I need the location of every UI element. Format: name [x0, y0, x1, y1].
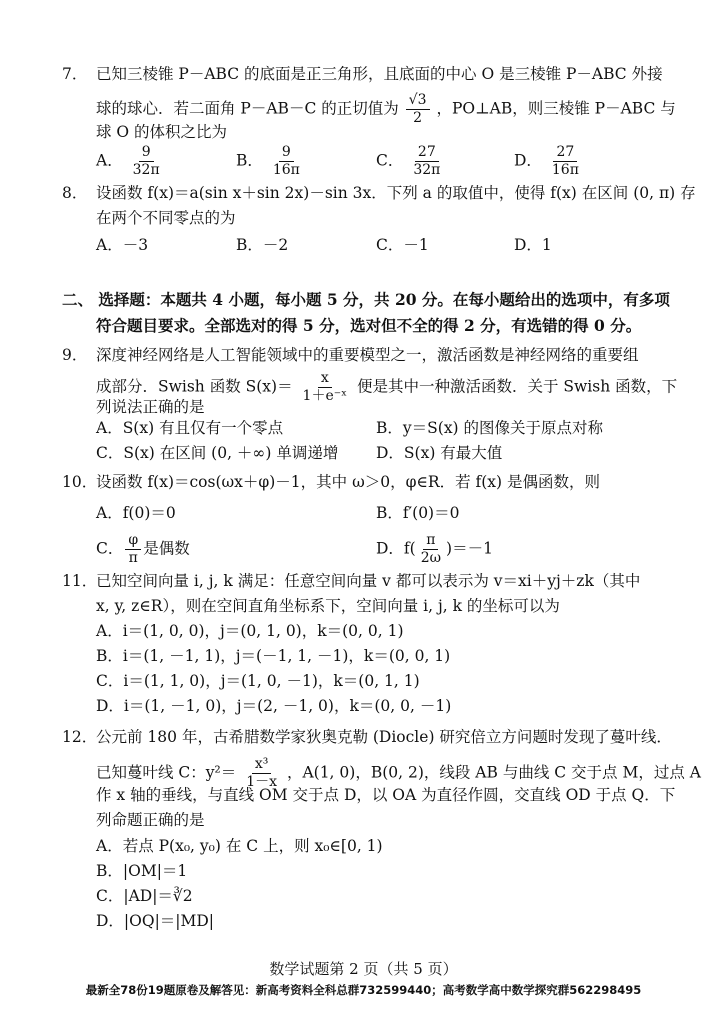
- question-text-line: 已知三棱锥 P－ABC 的底面是正三角形，且底面的中心 O 是三棱锥 P－ABC 外接: [96, 65, 663, 83]
- option-label: C．: [376, 151, 404, 170]
- option-c[interactable]: [376, 144, 445, 179]
- option-b[interactable]: [236, 144, 305, 179]
- option-b[interactable]: B．i＝(1, －1, 1)，j＝(－1, 1, －1)，k＝(0, 0, 1): [96, 647, 451, 665]
- option-a[interactable]: A．S(x) 有且仅有一个零点: [96, 419, 284, 437]
- fraction-denominator: 1＋e⁻ˣ: [302, 388, 348, 404]
- option-c[interactable]: C．|AD|＝∛2: [96, 887, 193, 905]
- section-heading-line: 二、 选择题：本题共 4 小题，每小题 5 分，共 20 分。在每小题给出的选项中，有多项: [62, 290, 670, 309]
- question-number: 12．: [62, 728, 98, 746]
- fraction: [270, 144, 303, 179]
- option-d[interactable]: D．i＝(1, －1, 0)，j＝(2, －1, 0)，k＝(0, 0, －1): [96, 697, 452, 715]
- question-number: 7．: [62, 65, 88, 83]
- fraction: [418, 532, 444, 567]
- option-c[interactable]: [96, 532, 190, 567]
- option-a[interactable]: A．若点 P(x₀, y₀) 在 C 上，则 x₀∈[0, 1): [96, 837, 383, 855]
- question-text: 已知蔓叶线 C：y²＝: [96, 763, 237, 782]
- fraction-denominator: 2: [413, 110, 423, 126]
- option-b[interactable]: B．y＝S(x) 的图像关于原点对称: [376, 419, 604, 437]
- option-label: C．: [96, 539, 124, 558]
- question-text: ，A(1, 0)，B(0, 2)，线段 AB 与曲线 C 交于点 M，过点 A: [286, 763, 701, 782]
- question-number: 9．: [62, 346, 88, 364]
- fraction-numerator: 9: [139, 144, 154, 162]
- option-d[interactable]: [514, 144, 584, 179]
- question-text-line: 公元前 180 年，古希腊数学家狄奥克勒 (Diocle) 研究倍立方问题时发现了蔓叶线．: [96, 728, 672, 746]
- option-a[interactable]: A．－3: [96, 236, 149, 254]
- page-footer-note: 最新全78份19题原卷及解答见：新高考资料全科总群732599440；高考数学高中数学探究群562298495: [85, 983, 642, 997]
- option-a[interactable]: [96, 144, 165, 179]
- option-b[interactable]: B．－2: [236, 236, 289, 254]
- option-label: D．: [514, 151, 542, 170]
- fraction-numerator: 27: [553, 144, 577, 162]
- fraction: [549, 144, 582, 179]
- question-text: 成部分．Swish 函数 S(x)＝: [96, 377, 293, 396]
- option-c[interactable]: C．i＝(1, 1, 0)，j＝(1, 0, －1)，k＝(0, 1, 1): [96, 672, 420, 690]
- question-text-line: 设函数 f(x)＝a(sin x＋sin 2x)－sin 3x．下列 a 的取值中，使得 f(x) 在区间 (0, π) 存: [96, 184, 696, 202]
- fraction: [125, 532, 141, 567]
- option-d[interactable]: D．S(x) 有最大值: [376, 444, 503, 462]
- option-d[interactable]: [376, 532, 493, 567]
- option-a[interactable]: A．i＝(1, 0, 0)，j＝(0, 1, 0)，k＝(0, 0, 1): [96, 622, 404, 640]
- question-text-line: x, y, z∈R），则在空间直角坐标系下，空间向量 i, j, k 的坐标可以为: [96, 597, 560, 615]
- question-text-line: 设函数 f(x)＝cos(ωx＋φ)－1，其中 ω＞0，φ∈R．若 f(x) 是偶函数，则: [96, 473, 601, 491]
- fraction-numerator: φ: [125, 532, 141, 550]
- fraction-numerator: 27: [415, 144, 439, 162]
- option-label: D．f(: [376, 539, 416, 558]
- question-text: 便是其中一种激活函数．关于 Swish 函数，下: [356, 377, 678, 396]
- option-c[interactable]: C．－1: [376, 236, 429, 254]
- fraction-numerator: √3: [406, 92, 430, 110]
- fraction: [130, 144, 163, 179]
- question-text-line: 深度神经网络是人工智能领域中的重要模型之一，激活函数是神经网络的重要组: [96, 346, 639, 364]
- fraction-denominator: 32π: [413, 162, 441, 178]
- fraction-denominator: 16π: [551, 162, 579, 178]
- question-text-line: 已知空间向量 i, j, k 满足：任意空间向量 v 都可以表示为 v＝xi＋yj＋zk（其中: [96, 572, 641, 590]
- option-text: 是偶数: [143, 539, 190, 558]
- fraction: [406, 92, 430, 127]
- question-number: 10．: [62, 473, 98, 491]
- option-label: B．: [236, 151, 263, 170]
- section-heading-line: 符合题目要求。全部选对的得 5 分，选对但不全的得 2 分，有选错的得 0 分。: [96, 316, 642, 335]
- fraction-numerator: x³: [252, 756, 272, 774]
- option-a[interactable]: A．f(0)＝0: [96, 504, 176, 522]
- question-text-line: 列说法正确的是: [96, 398, 205, 416]
- question-text: 球的球心．若二面角 P－AB－C 的正切值为: [96, 99, 399, 118]
- option-label: A．: [96, 151, 123, 170]
- option-b[interactable]: B．f′(0)＝0: [376, 504, 460, 522]
- fraction-denominator: 32π: [132, 162, 160, 178]
- fraction-denominator: π: [128, 550, 138, 566]
- question-text-line: 球 O 的体积之比为: [96, 123, 228, 141]
- question-text-line: 列命题正确的是: [96, 811, 205, 829]
- question-text-line: 作 x 轴的垂线，与直线 OM 交于点 D，以 OA 为直径作圆，交直线 OD 于点 Q．下: [96, 786, 676, 804]
- option-b[interactable]: B．|OM|＝1: [96, 862, 188, 880]
- option-text: )＝－1: [446, 539, 493, 558]
- fraction-denominator: 1－x: [246, 774, 278, 790]
- page-footer-title: 数学试题第 2 页（共 5 页）: [269, 960, 458, 978]
- fraction-denominator: 2ω: [420, 550, 442, 566]
- question-number: 11．: [62, 572, 98, 590]
- fraction-numerator: 9: [279, 144, 294, 162]
- fraction-denominator: 16π: [272, 162, 300, 178]
- question-text: ，PO⊥AB，则三棱锥 P－ABC 与: [436, 99, 676, 118]
- option-d[interactable]: D．1: [514, 236, 552, 254]
- question-number: 8．: [62, 184, 88, 202]
- fraction: [410, 144, 443, 179]
- fraction-numerator: x: [318, 370, 332, 388]
- question-text-line: 在两个不同零点的为: [96, 209, 236, 227]
- option-d[interactable]: D．|OQ|＝|MD|: [96, 912, 215, 930]
- fraction: [300, 370, 351, 405]
- option-c[interactable]: C．S(x) 在区间 (0, ＋∞) 单调递增: [96, 444, 339, 462]
- fraction-numerator: π: [423, 532, 438, 550]
